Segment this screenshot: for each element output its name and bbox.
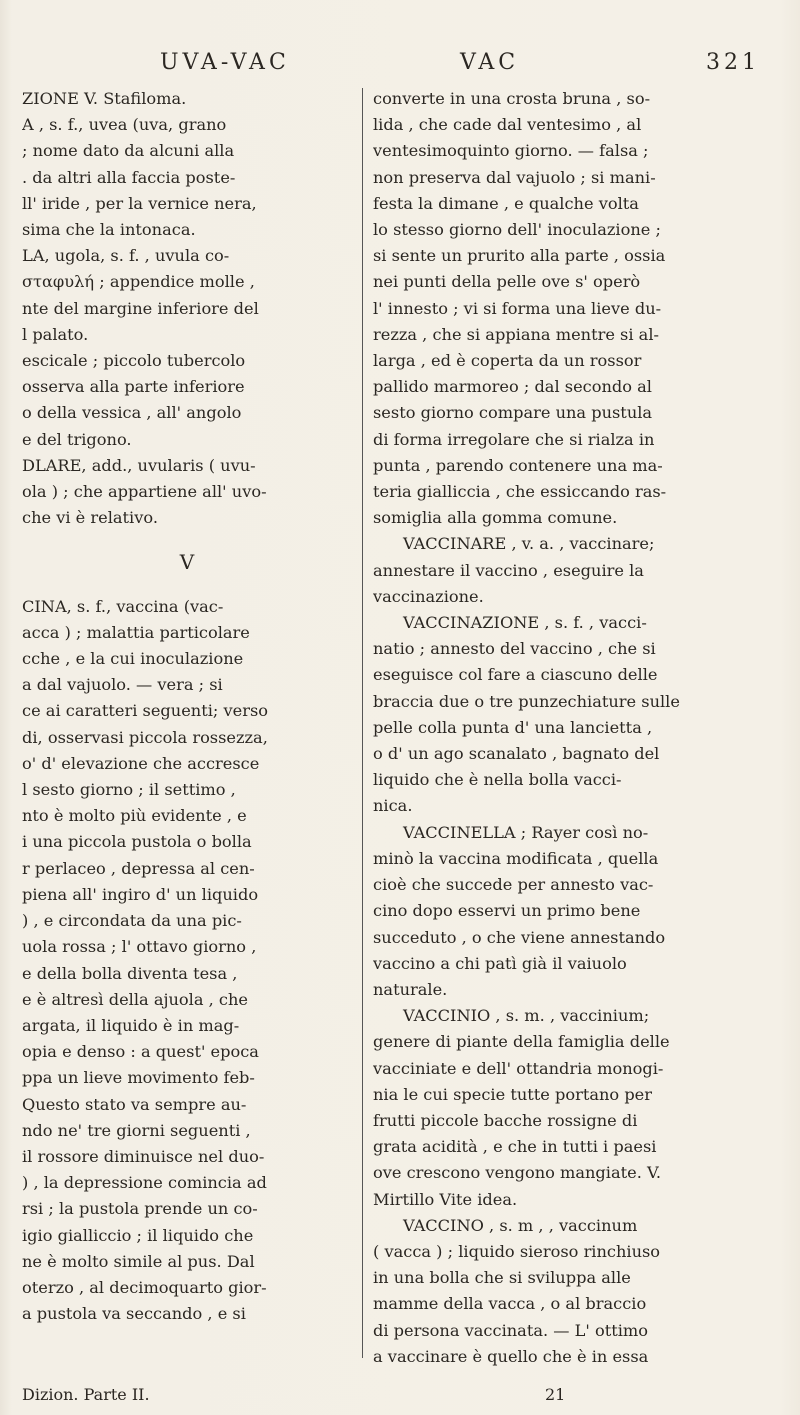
text-line: pelle colla punta d' una lancietta , [373, 717, 653, 737]
header-page-number: 321 [706, 50, 760, 75]
text-line: vacciniate e dell' ottandria monogi- [373, 1058, 664, 1078]
text-line: piena all' ingiro d' un liquido [22, 884, 259, 904]
text-line: Mirtillo Vite idea. [373, 1189, 518, 1209]
footer-signature: Dizion. Parte II. [22, 1385, 150, 1404]
text-line: ll' iride , per la vernice nera, [22, 193, 257, 213]
text-line: ove crescono vengono mangiate. V. [373, 1163, 662, 1183]
text-line: annestare il vaccino , eseguire la [373, 560, 644, 580]
header-center-word: VAC [460, 50, 520, 75]
text-line: A , s. f., uvea (uva, grano [22, 115, 227, 135]
text-line: l sesto giorno ; il settimo , [22, 780, 236, 800]
text-line: pallido marmoreo ; dal secondo al [373, 377, 652, 397]
text-line: VACCINARE , v. a. , vaccinare; [403, 534, 655, 554]
header-left-word: UVA-VAC [160, 50, 290, 75]
text-line: cino dopo esservi un primo bene [373, 901, 641, 921]
text-line: LA, ugola, s. f. , uvula co- [22, 246, 230, 266]
text-line: succeduto , o che viene annestando [373, 927, 666, 947]
text-line: converte in una crosta bruna , so- [373, 89, 651, 108]
text-line: a vaccinare è quello che è in essa [373, 1346, 649, 1366]
text-line: uola rossa ; l' ottavo giorno , [22, 937, 257, 957]
text-line: genere di piante della famiglia delle [373, 1032, 670, 1052]
text-line: l palato. [22, 324, 89, 344]
text-line: di forma irregolare che si rialza in [373, 429, 655, 449]
text-line: sesto giorno compare una pustula [373, 403, 653, 423]
text-line: cioè che succede per annesto vac- [373, 875, 654, 895]
text-line: si sente un prurito alla parte , ossia [373, 246, 666, 266]
text-line: l' innesto ; vi si forma una lieve du- [373, 298, 662, 318]
footer-signature-number: 21 [545, 1385, 566, 1404]
running-header [100, 50, 760, 90]
text-line: e del trigono. [22, 429, 132, 449]
text-line: r perlaceo , depressa al cen- [22, 858, 255, 878]
text-line: frutti piccole bacche rossigne di [373, 1110, 638, 1130]
text-line: ZIONE V. Stafiloma. [22, 89, 187, 108]
text-line: e è altresì della ajuola , che [22, 989, 249, 1009]
text-line: lo stesso giorno dell' inoculazione ; [373, 220, 661, 240]
text-line: VACCINAZIONE , s. f. , vacci- [403, 613, 647, 633]
text-line: rsi ; la pustola prende un co- [22, 1199, 258, 1219]
text-line: minò la vaccina modificata , quella [373, 848, 659, 868]
text-line: ce ai caratteri seguenti; verso [22, 701, 268, 721]
text-line: somiglia alla gomma comune. [373, 508, 618, 528]
text-line: sima che la intonaca. [22, 220, 196, 240]
text-line: VACCINIO , s. m. , vaccinium; [403, 1006, 650, 1026]
text-line: teria gialliccia , che essiccando ras- [373, 482, 667, 502]
text-line: punta , parendo contenere una ma- [373, 455, 663, 475]
text-line: CINA, s. f., vaccina (vac- [22, 596, 224, 616]
text-line: ; nome dato da alcuni alla [22, 141, 235, 161]
right-column [373, 86, 753, 1370]
text-line: grata acidità , e che in tutti i paesi [373, 1137, 657, 1157]
text-line: VACCINO , s. m , , vaccinum [403, 1215, 638, 1235]
text-line: natio ; annesto del vaccino , che si [373, 639, 656, 659]
text-line: osserva alla parte inferiore [22, 377, 245, 397]
text-line: nica. [373, 796, 413, 816]
text-line: di, osservasi piccola rossezza, [22, 727, 268, 747]
text-line: σταφυλή ; appendice molle , [22, 272, 255, 292]
text-line: ola ) ; che appartiene all' uvo- [22, 482, 267, 502]
text-line: braccia due o tre punzechiature sulle [373, 691, 680, 711]
text-line: ( vacca ) ; liquido sieroso rinchiuso [373, 1241, 661, 1261]
column-divider [362, 88, 363, 1358]
left-column [22, 86, 352, 1327]
text-line: eseguisce col fare a ciascuno delle [373, 665, 658, 685]
text-line: nei punti della pelle ove s' operò [373, 272, 641, 292]
text-line: liquido che è nella bolla vacci- [373, 770, 622, 790]
text-line: che vi è relativo. [22, 508, 158, 528]
text-line: i una piccola pustola o bolla [22, 832, 252, 852]
text-line: a dal vajuolo. — vera ; si [22, 675, 223, 695]
text-line: in una bolla che si sviluppa alle [373, 1268, 631, 1288]
text-line: argata, il liquido è in mag- [22, 1015, 240, 1035]
text-line: il rossore diminuisce nel duo- [22, 1146, 265, 1166]
text-line: ndo ne' tre giorni seguenti , [22, 1120, 251, 1140]
text-line: a pustola va seccando , e si [22, 1304, 246, 1324]
text-line: igio gialliccio ; il liquido che [22, 1225, 254, 1245]
text-line: . da altri alla faccia poste- [22, 167, 236, 187]
text-line: larga , ed è coperta da un rossor [373, 351, 642, 371]
text-line: nia le cui specie tutte portano per [373, 1084, 652, 1104]
section-letter: V [179, 550, 195, 575]
text-line: ) , e circondata da una pic- [22, 911, 242, 931]
text-line: o' d' elevazione che accresce [22, 753, 260, 773]
text-line: vaccino a chi patì già il vaiuolo [373, 953, 627, 973]
text-line: escicale ; piccolo tubercolo [22, 351, 246, 371]
text-line: VACCINELLA ; Rayer così no- [403, 822, 649, 842]
text-line: lida , che cade dal ventesimo , al [373, 115, 642, 135]
text-line: nto è molto più evidente , e [22, 806, 247, 826]
text-line: o della vessica , all' angolo [22, 403, 242, 423]
text-line: ppa un lieve movimento feb- [22, 1068, 255, 1088]
text-line: ) , la depressione comincia ad [22, 1173, 267, 1193]
text-line: vaccinazione. [373, 586, 484, 606]
text-line: festa la dimane , e qualche volta [373, 193, 639, 213]
text-line: nte del margine inferiore del [22, 298, 259, 318]
text-line: di persona vaccinata. — L' ottimo [373, 1320, 648, 1340]
text-line: mamme della vacca , o al braccio [373, 1294, 647, 1314]
text-line: ventesimoquinto giorno. — falsa ; [373, 141, 649, 161]
text-line: ne è molto simile al pus. Dal [22, 1251, 255, 1271]
text-line: acca ) ; malattia particolare [22, 622, 250, 642]
text-line: opia e denso : a quest' epoca [22, 1042, 259, 1062]
text-line: non preserva dal vajuolo ; si mani- [373, 167, 656, 187]
text-line: cche , e la cui inoculazione [22, 649, 244, 669]
text-line: oterzo , al decimoquarto gior- [22, 1277, 267, 1297]
text-line: DLARE, add., uvularis ( uvu- [22, 455, 256, 475]
text-line: Questo stato va sempre au- [22, 1094, 247, 1114]
text-line: naturale. [373, 979, 448, 999]
text-line: rezza , che si appiana mentre si al- [373, 324, 659, 344]
text-line: o d' un ago scanalato , bagnato del [373, 744, 660, 764]
text-line: e della bolla diventa tesa , [22, 963, 238, 983]
